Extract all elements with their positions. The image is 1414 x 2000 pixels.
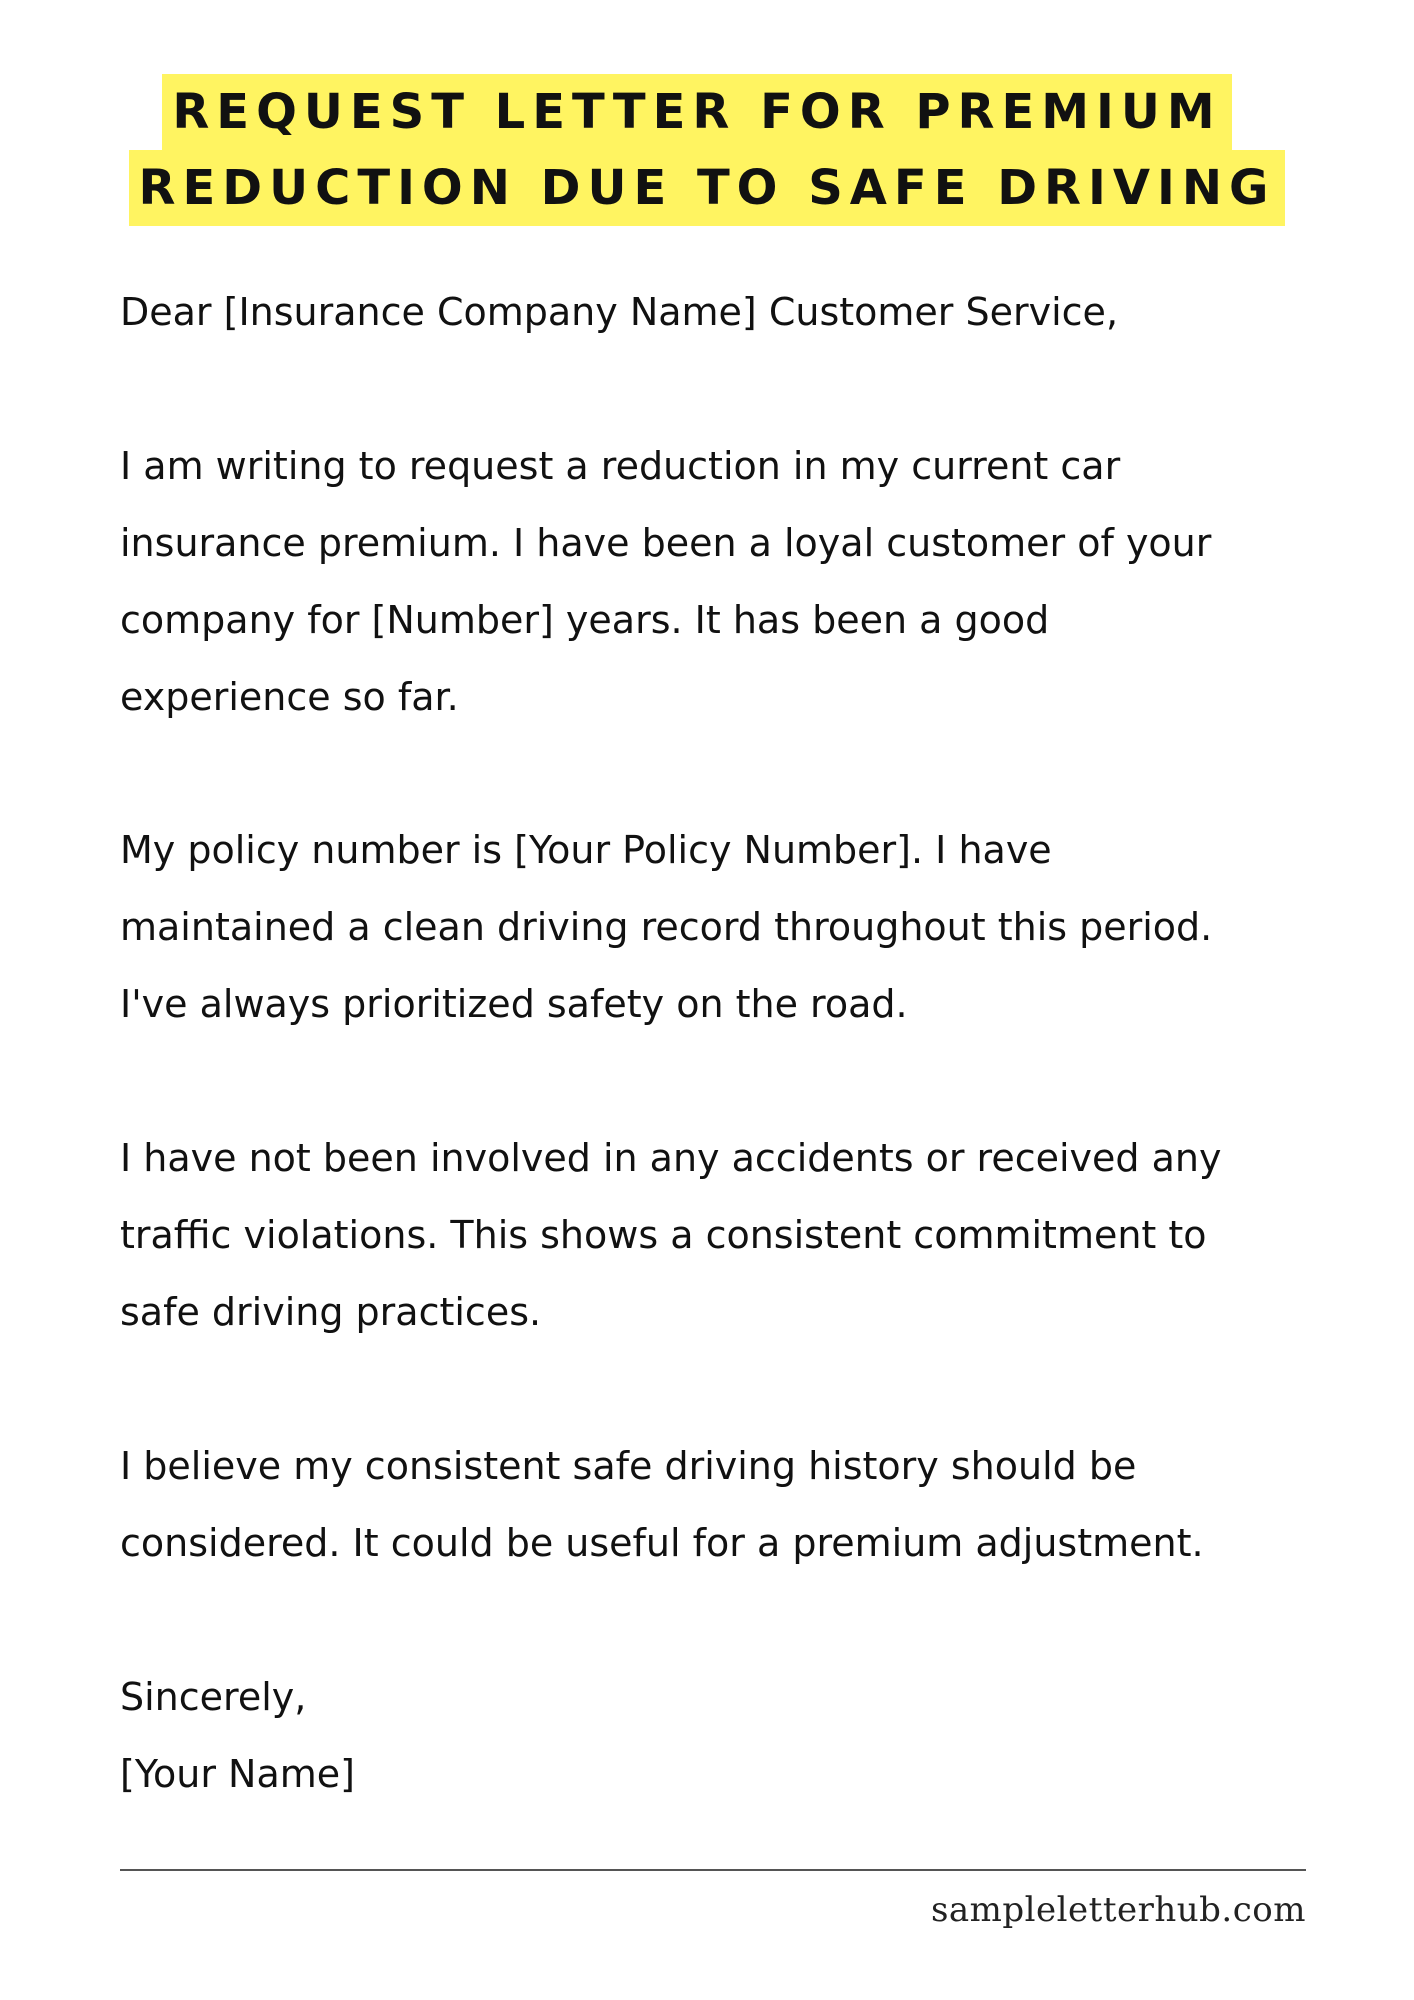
paragraph-line: maintained a clean driving record throughout this period. [120,905,1213,949]
paragraph-3 [120,1120,1360,1351]
paragraph-line: considered. It could be useful for a premium adjustment. [120,1521,1204,1565]
paragraph-line: insurance premium. I have been a loyal customer of your [120,521,1212,565]
paragraph-line: safe driving practices. [120,1290,542,1334]
page-title [0,74,1414,226]
paragraph-line: My policy number is [Your Policy Number]. I have [120,828,1052,872]
paragraph-line: I have not been involved in any accidents or received any [120,1136,1222,1180]
title-line-1: REQUEST LETTER FOR PREMIUM [162,74,1231,150]
footer-divider [120,1869,1306,1871]
paragraph-line: I am writing to request a reduction in my current car [120,444,1121,488]
paragraph-2 [120,812,1360,1043]
paragraph-1 [120,428,1360,736]
paragraph-line: traffic violations. This shows a consistent commitment to [120,1213,1207,1257]
signature-block [120,1659,1360,1813]
paragraph-line: I believe my consistent safe driving history should be [120,1444,1137,1488]
paragraph-line: experience so far. [120,675,459,719]
paragraph-line: I've always prioritized safety on the road. [120,982,908,1026]
title-line-2: REDUCTION DUE TO SAFE DRIVING [129,150,1286,226]
closing: Sincerely, [120,1675,307,1719]
footer-site-name: sampleletterhub.com [930,1890,1306,1930]
paragraph-4 [120,1428,1360,1582]
paragraph-line: company for [Number] years. It has been a good [120,598,1050,642]
signature-name: [Your Name] [120,1752,355,1796]
salutation: Dear [Insurance Company Name] Customer Service, [120,290,1119,334]
